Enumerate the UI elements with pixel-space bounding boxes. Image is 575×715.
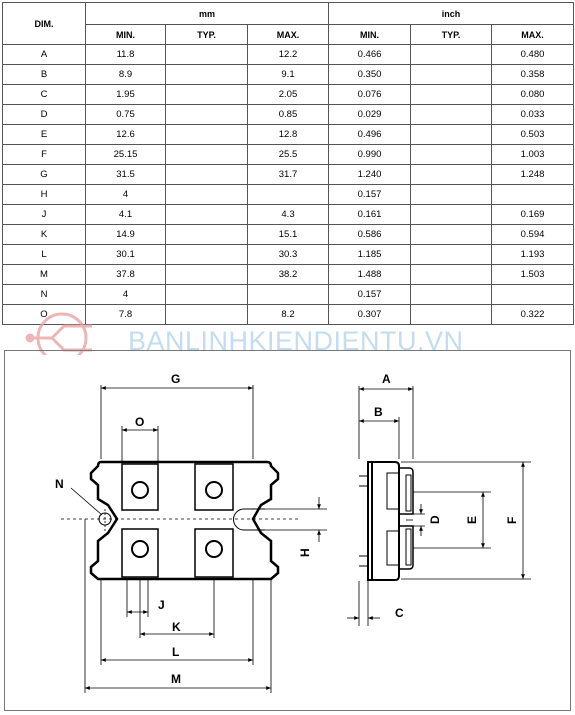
in-typ-cell xyxy=(411,105,492,125)
mm-max-cell: 30.3 xyxy=(248,245,329,265)
in-min-cell: 0.029 xyxy=(329,105,411,125)
dim-cell: G xyxy=(3,165,86,185)
table-row xyxy=(3,45,574,65)
mm-max-cell: 15.1 xyxy=(248,225,329,245)
in-typ-cell xyxy=(411,285,492,305)
in-min-cell: 0.157 xyxy=(329,185,411,205)
in-min-cell: 0.466 xyxy=(329,45,411,65)
mm-min-cell: 37.8 xyxy=(86,265,166,285)
in-typ-cell xyxy=(411,85,492,105)
table-row xyxy=(3,245,574,265)
label-E: E xyxy=(465,515,479,524)
inch-min-header: MIN. xyxy=(329,25,411,45)
table-row xyxy=(3,145,574,165)
in-max-cell: 0.033 xyxy=(492,105,574,125)
in-min-cell: 1.488 xyxy=(329,265,411,285)
dim-cell: E xyxy=(3,125,86,145)
in-max-cell: 1.193 xyxy=(492,245,574,265)
in-max-cell: 0.080 xyxy=(492,85,574,105)
mm-max-cell: 4.3 xyxy=(248,205,329,225)
mm-max-cell xyxy=(248,185,329,205)
mm-typ-cell xyxy=(166,245,248,265)
table-row xyxy=(3,305,574,325)
mm-typ-cell xyxy=(166,105,248,125)
mm-typ-cell xyxy=(166,85,248,105)
mm-max-cell: 9.1 xyxy=(248,65,329,85)
label-N: N xyxy=(55,477,64,491)
mm-min-cell: 25.15 xyxy=(86,145,166,165)
in-max-cell xyxy=(492,285,574,305)
mm-typ-cell xyxy=(166,45,248,65)
mm-min-cell: 30.1 xyxy=(86,245,166,265)
mm-min-header: MIN. xyxy=(86,25,166,45)
dimension-table xyxy=(2,2,574,325)
mm-min-cell: 31.5 xyxy=(86,165,166,185)
in-max-cell: 1.003 xyxy=(492,145,574,165)
mm-header: mm xyxy=(86,3,329,25)
label-G: G xyxy=(171,372,181,386)
label-D: D xyxy=(428,515,442,524)
in-max-cell: 0.594 xyxy=(492,225,574,245)
side-baseplate xyxy=(368,462,372,580)
in-typ-cell xyxy=(411,185,492,205)
mm-min-cell: 4 xyxy=(86,185,166,205)
dim-cell: J xyxy=(3,205,86,225)
in-max-cell: 0.322 xyxy=(492,305,574,325)
mm-typ-cell xyxy=(166,265,248,285)
mm-typ-cell xyxy=(166,125,248,145)
dim-cell: K xyxy=(3,225,86,245)
mm-min-cell: 0.75 xyxy=(86,105,166,125)
in-typ-cell xyxy=(411,65,492,85)
terminal-2 xyxy=(195,464,233,510)
dim-cell: C xyxy=(3,85,86,105)
mm-min-cell: 12.6 xyxy=(86,125,166,145)
in-typ-cell xyxy=(411,205,492,225)
in-typ-cell xyxy=(411,265,492,285)
in-max-cell: 0.169 xyxy=(492,205,574,225)
mm-max-cell: 0.85 xyxy=(248,105,329,125)
table-row xyxy=(3,105,574,125)
mm-min-cell: 4 xyxy=(86,285,166,305)
mm-typ-cell xyxy=(166,225,248,245)
in-min-cell: 0.586 xyxy=(329,225,411,245)
mm-typ-cell xyxy=(166,305,248,325)
in-max-cell: 0.358 xyxy=(492,65,574,85)
in-min-cell: 1.185 xyxy=(329,245,411,265)
mm-min-cell: 7.8 xyxy=(86,305,166,325)
package-body xyxy=(91,462,278,579)
in-min-cell: 0.157 xyxy=(329,285,411,305)
dim-cell: N xyxy=(3,285,86,305)
in-typ-cell xyxy=(411,245,492,265)
table-row xyxy=(3,65,574,85)
mm-min-cell: 11.8 xyxy=(86,45,166,65)
in-typ-cell xyxy=(411,145,492,165)
mm-min-cell: 14.9 xyxy=(86,225,166,245)
dim-cell: O xyxy=(3,305,86,325)
dim-cell: M xyxy=(3,265,86,285)
mm-max-cell xyxy=(248,285,329,305)
mm-max-cell: 12.2 xyxy=(248,45,329,65)
table-row xyxy=(3,165,574,185)
mm-min-cell: 8.9 xyxy=(86,65,166,85)
terminal-1 xyxy=(122,464,158,510)
inch-typ-header: TYP. xyxy=(411,25,492,45)
label-H: H xyxy=(298,548,312,557)
table-row xyxy=(3,225,574,245)
table-row xyxy=(3,125,574,145)
mm-max-cell: 8.2 xyxy=(248,305,329,325)
label-F: F xyxy=(505,516,519,524)
dim-cell: L xyxy=(3,245,86,265)
watermark-text: BANLINHKIENDIENTU.VN xyxy=(128,326,464,356)
mm-typ-cell xyxy=(166,185,248,205)
in-max-cell: 0.480 xyxy=(492,45,574,65)
dim-cell: H xyxy=(3,185,86,205)
dim-cell: A xyxy=(3,45,86,65)
label-O: O xyxy=(135,415,145,429)
in-typ-cell xyxy=(411,45,492,65)
table-row xyxy=(3,185,574,205)
table-header-row xyxy=(3,3,574,25)
in-min-cell: 0.350 xyxy=(329,65,411,85)
mm-max-header: MAX. xyxy=(248,25,329,45)
in-typ-cell xyxy=(411,305,492,325)
label-A: A xyxy=(382,372,391,386)
table-subheader-row xyxy=(3,25,574,45)
label-M: M xyxy=(171,672,181,686)
mm-typ-cell xyxy=(166,65,248,85)
table-row xyxy=(3,285,574,305)
label-K: K xyxy=(172,620,181,634)
label-B: B xyxy=(374,405,383,419)
in-min-cell: 0.307 xyxy=(329,305,411,325)
in-min-cell: 0.076 xyxy=(329,85,411,105)
in-min-cell: 0.990 xyxy=(329,145,411,165)
label-J: J xyxy=(158,598,165,612)
terminal-4 xyxy=(195,529,233,577)
side-body xyxy=(372,462,399,580)
dim-cell: D xyxy=(3,105,86,125)
mm-max-cell: 12.8 xyxy=(248,125,329,145)
mm-min-cell: 4.1 xyxy=(86,205,166,225)
in-min-cell: 0.161 xyxy=(329,205,411,225)
mm-min-cell: 1.95 xyxy=(86,85,166,105)
table-row xyxy=(3,85,574,105)
in-max-cell: 1.248 xyxy=(492,165,574,185)
label-C: C xyxy=(395,606,404,620)
table-row xyxy=(3,265,574,285)
label-L: L xyxy=(172,645,180,659)
dim-cell: B xyxy=(3,65,86,85)
mm-max-cell: 38.2 xyxy=(248,265,329,285)
inch-max-header: MAX. xyxy=(492,25,574,45)
terminal-3 xyxy=(122,529,158,577)
in-max-cell: 1.503 xyxy=(492,265,574,285)
package-drawing xyxy=(4,350,571,711)
mm-max-cell: 31.7 xyxy=(248,165,329,185)
package-outline-svg xyxy=(5,351,572,712)
mm-typ-cell xyxy=(166,165,248,185)
in-max-cell xyxy=(492,185,574,205)
table-row xyxy=(3,205,574,225)
mm-typ-header: TYP. xyxy=(166,25,248,45)
in-typ-cell xyxy=(411,225,492,245)
mm-max-cell: 25.5 xyxy=(248,145,329,165)
in-max-cell: 0.503 xyxy=(492,125,574,145)
mm-typ-cell xyxy=(166,145,248,165)
in-typ-cell xyxy=(411,125,492,145)
dim-header: DIM. xyxy=(3,3,86,45)
mm-typ-cell xyxy=(166,285,248,305)
mm-typ-cell xyxy=(166,205,248,225)
in-typ-cell xyxy=(411,165,492,185)
in-min-cell: 1.240 xyxy=(329,165,411,185)
dim-cell: F xyxy=(3,145,86,165)
inch-header: inch xyxy=(329,3,574,25)
mm-max-cell: 2.05 xyxy=(248,85,329,105)
in-min-cell: 0.496 xyxy=(329,125,411,145)
